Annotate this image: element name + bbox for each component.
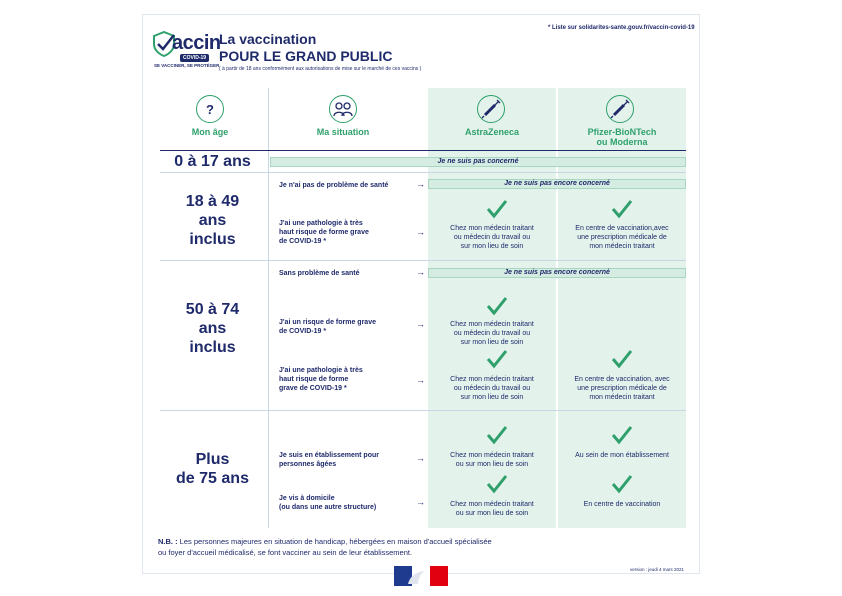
text-line: haut risque de forme: [279, 376, 349, 383]
check-icon: [611, 474, 633, 494]
not-concerned-bar: Je ne suis pas concerné: [270, 157, 686, 167]
arrow-right-icon: →: [416, 375, 425, 385]
text-line: ou sur mon lieu de soin: [455, 461, 529, 468]
text-line: J'ai un risque de forme grave: [279, 319, 376, 326]
syringe-icon: [477, 95, 505, 123]
text-line: Chez mon médecin traitant: [450, 452, 534, 459]
astra-location: [428, 375, 556, 402]
text-line: ou sur mon lieu de soin: [455, 510, 529, 517]
astra-location: [428, 224, 556, 251]
footnote: [158, 536, 578, 558]
text-line: mon médecin traitant: [589, 243, 655, 250]
check-icon: [486, 349, 508, 369]
text-line: de COVID-19 *: [279, 238, 327, 245]
footnote-text: Les personnes majeures en situation de handicap, hébergées en maison d'accueil spécialisée: [177, 537, 492, 546]
arrow-right-icon: →: [416, 319, 425, 329]
astra-location: [428, 500, 556, 518]
header-pfizer: Pfizer-BioNTech: [587, 127, 657, 137]
text-line: grave de COVID-19 *: [279, 385, 347, 392]
situation-home: [279, 494, 419, 512]
arrow-right-icon: →: [416, 497, 425, 507]
situation-risk: [279, 318, 419, 336]
title-note: ( à partir de 18 ans conformément aux autorisations de mise sur le marché de ces vaccins ): [219, 66, 422, 72]
svg-text:?: ?: [206, 102, 214, 117]
text-line: En centre de vaccination: [583, 501, 661, 508]
syringe-icon: [606, 95, 634, 123]
pfizer-location: [558, 375, 686, 402]
situation-healthy: Je n'ai pas de problème de santé: [279, 182, 389, 189]
text-line: haut risque de forme grave: [279, 229, 369, 236]
text-line: J'ai une pathologie à très: [279, 220, 363, 227]
not-yet-concerned-bar: Je ne suis pas encore concerné: [428, 268, 686, 278]
age-line: ans: [198, 320, 227, 337]
text-line: ou médecin du travail ou: [453, 330, 531, 337]
divider: [160, 150, 686, 151]
pfizer-column: [558, 88, 686, 528]
text-line: sur mon lieu de soin: [460, 243, 524, 250]
arrow-right-icon: →: [416, 453, 425, 463]
text-line: Au sein de mon établissement: [575, 452, 669, 459]
age-50-74: [160, 300, 265, 357]
text-line: sur mon lieu de soin: [460, 394, 524, 401]
text-line: de COVID-19 *: [279, 328, 327, 335]
check-icon: [611, 349, 633, 369]
header-age: Mon âge: [191, 127, 229, 137]
header-situation: Ma situation: [316, 127, 370, 137]
arrow-right-icon: →: [416, 267, 425, 277]
vaccin-logo: [152, 30, 221, 68]
situation-high-risk: [279, 366, 419, 393]
age-75-plus: [160, 450, 265, 488]
text-line: ou médecin du travail ou: [453, 385, 531, 392]
check-icon: [611, 425, 633, 445]
check-icon: [486, 474, 508, 494]
text-line: une prescription médicale de: [577, 385, 667, 392]
logo-badge: COVID-19: [180, 54, 209, 62]
check-icon: [486, 425, 508, 445]
check-icon: [486, 296, 508, 316]
check-icon: [611, 199, 633, 219]
age-line: 50 à 74: [185, 301, 240, 318]
page-title: La vaccination: [219, 31, 317, 47]
logo-tagline: SE VACCINER, SE PROTÉGER: [154, 63, 220, 68]
text-line: Chez mon médecin traitant: [450, 501, 534, 508]
age-line: Plus: [195, 451, 230, 468]
republique-francaise-logo: [394, 566, 448, 586]
pfizer-location: [558, 451, 686, 460]
text-line: J'ai une pathologie à très: [279, 367, 363, 374]
astra-location: [428, 451, 556, 469]
footnote-line: [158, 536, 578, 547]
version-label: version : jeudi 4 mars 2021: [630, 567, 685, 572]
text-line: Je vis à domicile: [279, 495, 335, 502]
text-line: une prescription médicale de: [577, 234, 667, 241]
source-note: * Liste sur solidarites-sante.gouv.fr/vaccin-covid-19: [548, 25, 695, 31]
divider: [160, 260, 686, 261]
age-line: ans: [198, 212, 227, 229]
divider: [268, 88, 269, 528]
text-line: Chez mon médecin traitant: [450, 321, 534, 328]
arrow-right-icon: →: [416, 227, 425, 237]
footnote-line: ou foyer d'accueil médicalisé, se font vacciner au sein de leur établissement.: [158, 548, 413, 557]
text-line: sur mon lieu de soin: [460, 339, 524, 346]
divider: [160, 172, 686, 173]
pfizer-location: [558, 224, 686, 251]
age-0-17: 0 à 17 ans: [174, 153, 251, 170]
situation-healthy: Sans problème de santé: [279, 270, 360, 277]
situation-high-risk: [279, 219, 419, 246]
astra-location: [428, 320, 556, 347]
text-line: personnes âgées: [279, 461, 337, 468]
text-line: En centre de vaccination,avec: [575, 225, 669, 232]
age-line: de 75 ans: [176, 470, 249, 487]
text-line: Je suis en établissement pour: [279, 452, 379, 459]
text-line: En centre de vaccination, avec: [574, 376, 670, 383]
age-line: inclus: [189, 231, 236, 248]
logo-word: accin: [172, 32, 221, 54]
text-line: mon médecin traitant: [589, 394, 655, 401]
age-line: inclus: [189, 339, 236, 356]
divider: [160, 410, 686, 411]
header-astrazeneca: AstraZeneca: [464, 127, 520, 137]
header-pfizer-line2: ou Moderna: [596, 137, 648, 147]
page-subtitle: POUR LE GRAND PUBLIC: [219, 48, 393, 64]
footnote-label: N.B. :: [158, 537, 178, 546]
age-line: 18 à 49: [185, 193, 240, 210]
check-icon: [486, 199, 508, 219]
text-line: (ou dans une autre structure): [279, 504, 377, 511]
text-line: ou médecin du travail ou: [453, 234, 531, 241]
people-icon: [329, 95, 357, 123]
situation-care-home: [279, 451, 419, 469]
not-yet-concerned-bar: Je ne suis pas encore concerné: [428, 179, 686, 189]
age-18-49: [160, 192, 265, 249]
pfizer-location: [558, 500, 686, 509]
question-head-icon: [196, 95, 224, 123]
text-line: Chez mon médecin traitant: [450, 376, 534, 383]
arrow-right-icon: →: [416, 179, 425, 189]
text-line: Chez mon médecin traitant: [450, 225, 534, 232]
